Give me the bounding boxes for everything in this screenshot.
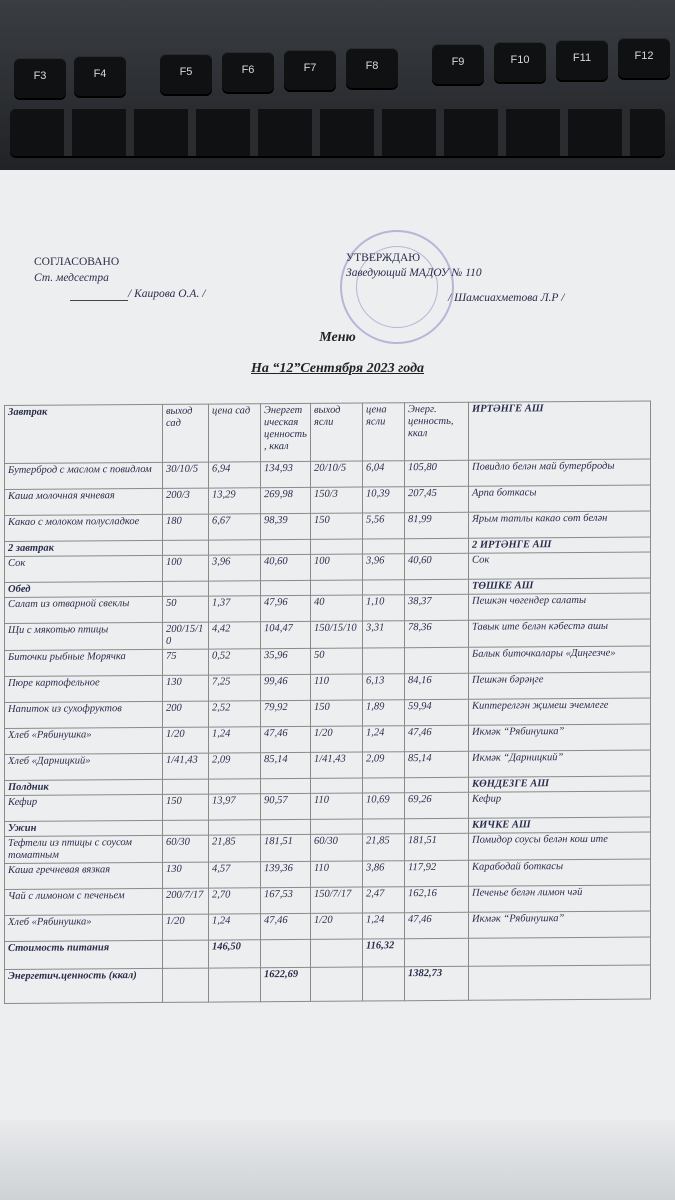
value-cell: 59,94 [405,699,469,725]
empty-cell [363,819,405,834]
section-name-tatar: КӨНДЕЗГЕ АШ [469,776,651,792]
approved-role: Заведующий МАДОУ № 110 [346,267,482,279]
energy-row [5,965,651,1004]
dish-name: Хлеб «Дарницкий» [5,753,163,780]
value-cell: 1/41,43 [163,753,209,779]
value-cell: 1,37 [209,596,261,622]
column-header: ИРТӘНГЕ АШ [469,401,651,460]
value-cell: 105,80 [405,460,469,486]
dish-name-tatar: Икмәк “Дарницкий” [469,750,651,777]
value-cell: 69,26 [405,792,469,818]
value-cell: 2,52 [209,701,261,727]
key-f11: F11 [556,40,608,80]
value-cell: 1/20 [163,914,209,940]
value-cell: 150/7/17 [311,887,363,913]
energy-yasli: 1382,73 [405,966,469,1000]
empty-cell [261,939,311,967]
value-cell: 134,93 [261,461,311,487]
section-name: Ужин [5,820,163,836]
value-cell: 1,24 [209,914,261,940]
value-cell: 269,98 [261,487,311,513]
dish-name-tatar: Сок [469,552,651,579]
column-header: выход сад [163,404,209,462]
section-name-tatar: 2 ИРТӘНГЕ АШ [469,537,651,553]
empty-cell [363,580,405,595]
value-cell: 117,92 [405,860,469,886]
value-cell [405,647,469,673]
value-cell: 162,16 [405,886,469,912]
column-header: цена сад [209,404,261,462]
value-cell: 13,97 [209,794,261,820]
value-cell: 81,99 [405,512,469,538]
empty-cell [469,937,651,966]
approved-label: УТВЕРЖДАЮ [346,252,421,264]
value-cell: 6,67 [209,514,261,540]
dish-name: Щи с мякотью птицы [5,622,163,650]
key-f12: F12 [618,38,670,78]
column-header: Энергетическая ценность, ккал [261,403,311,461]
value-cell: 85,14 [261,752,311,778]
page-title: Меню [319,330,356,345]
dish-name-tatar: Тавык ите белән кәбестә ашы [469,619,651,647]
column-header: Энерг. ценность, ккал [405,402,469,460]
dish-name-tatar: Пешкән чөгендер салаты [469,593,651,620]
value-cell: 139,36 [261,861,311,887]
dish-name: Напиток из сухофруктов [5,701,163,728]
value-cell: 200 [163,701,209,727]
empty-cell [261,778,311,793]
dish-name-tatar: Повидло белән май бутерброды [469,459,651,486]
value-cell: 150 [311,700,363,726]
empty-cell [405,579,469,594]
round-stamp [340,230,454,344]
value-cell: 110 [311,793,363,819]
key-f8: F8 [346,48,398,88]
value-cell: 2,09 [209,753,261,779]
dish-name-tatar: Киптерелгән җимеш эчемлеге [469,698,651,725]
key-f4: F4 [74,56,126,96]
value-cell: 3,86 [363,861,405,887]
empty-cell [209,968,261,1002]
value-cell: 100 [311,554,363,580]
value-cell: 2,47 [363,887,405,913]
cost-label: Стоимость питания [5,940,163,969]
value-cell: 200/7/17 [163,888,209,914]
value-cell: 47,46 [261,913,311,939]
empty-cell [311,539,363,554]
value-cell: 6,94 [209,462,261,488]
value-cell: 84,16 [405,673,469,699]
value-cell: 50 [163,596,209,622]
value-cell: 110 [311,861,363,887]
empty-cell [261,819,311,834]
dish-name-tatar: Кефир [469,791,651,818]
value-cell: 38,37 [405,594,469,620]
energy-sad: 1622,69 [261,967,311,1001]
agreed-name: / Каирова О.А. / [128,288,206,300]
value-cell: 100 [163,555,209,581]
dish-name: Каша молочная ячневая [5,488,163,515]
value-cell: 3,96 [363,554,405,580]
key-row [10,108,665,156]
value-cell: 99,46 [261,674,311,700]
value-cell: 130 [163,862,209,888]
value-cell: 1,24 [363,726,405,752]
value-cell: 35,96 [261,648,311,674]
value-cell: 4,42 [209,622,261,649]
value-cell: 2,09 [363,752,405,778]
empty-cell [363,778,405,793]
signature-line [70,300,128,301]
value-cell: 1/20 [311,726,363,752]
key-f6: F6 [222,52,274,92]
value-cell: 85,14 [405,751,469,777]
value-cell: 20/10/5 [311,461,363,487]
value-cell: 60/30 [311,834,363,861]
agreed-role: Ст. медсестра [34,272,109,284]
value-cell: 79,92 [261,700,311,726]
value-cell: 5,56 [363,513,405,539]
value-cell: 167,53 [261,887,311,913]
value-cell: 40,60 [261,554,311,580]
value-cell: 50 [311,648,363,674]
approved-name: / Шамсиахметова Л.Р / [448,292,565,304]
value-cell: 6,04 [363,461,405,487]
dish-name: Биточки рыбные Морячка [5,649,163,676]
column-header: выход ясли [311,403,363,461]
empty-cell [405,818,469,833]
dish-name-tatar: Балык биточкалары «Диңгезче» [469,646,651,673]
section-name-tatar: КИЧКЕ АШ [469,817,651,833]
value-cell: 180 [163,514,209,540]
dish-name-tatar: Печенье белән лимон чәй [469,885,651,912]
key-f7: F7 [284,50,336,90]
column-header: цена ясли [363,403,405,461]
empty-cell [311,778,363,793]
section-name: Полдник [5,779,163,795]
energy-label: Энергетич.ценность (ккал) [5,968,163,1003]
empty-cell [311,580,363,595]
value-cell: 4,57 [209,862,261,888]
value-cell: 10,39 [363,487,405,513]
key-f3: F3 [14,58,66,98]
value-cell: 13,29 [209,488,261,514]
value-cell: 150 [311,513,363,539]
empty-cell [209,540,261,555]
value-cell: 21,85 [209,835,261,862]
key-f9: F9 [432,44,484,84]
dish-name: Каша гречневая вязкая [5,862,163,889]
empty-cell [163,940,209,968]
key-f5: F5 [160,54,212,94]
cost-row [5,937,651,970]
value-cell: 3,31 [363,621,405,648]
dish-name: Сок [5,555,163,582]
empty-cell [311,819,363,834]
value-cell: 47,46 [405,725,469,751]
empty-cell [469,965,651,1000]
empty-cell [363,967,405,1001]
value-cell: 98,39 [261,513,311,539]
value-cell: 75 [163,649,209,675]
value-cell: 78,36 [405,620,469,647]
value-cell: 10,69 [363,793,405,819]
column-header: Завтрак [5,404,163,463]
empty-cell [405,538,469,553]
value-cell: 90,57 [261,793,311,819]
value-cell: 30/10/5 [163,462,209,488]
value-cell: 0,52 [209,649,261,675]
value-cell: 7,25 [209,675,261,701]
value-cell: 207,45 [405,486,469,512]
value-cell: 1/20 [311,913,363,939]
value-cell: 181,51 [261,834,311,861]
dish-name-tatar: Пешкән бәрәңге [469,672,651,699]
dish-name-tatar: Икмәк “Рябинушка” [469,911,651,938]
empty-cell [363,539,405,554]
cost-yasli: 116,32 [363,939,405,967]
value-cell: 200/15/10 [163,622,209,649]
empty-cell [163,968,209,1002]
empty-cell [311,967,363,1001]
empty-cell [163,581,209,596]
dish-name: Пюре картофельное [5,675,163,702]
value-cell: 47,96 [261,595,311,621]
dish-name: Хлеб «Рябинушка» [5,914,163,941]
desk-shadow [0,1120,675,1200]
value-cell: 150/15/10 [311,621,363,648]
empty-cell [209,581,261,596]
value-cell: 6,13 [363,674,405,700]
empty-cell [405,777,469,792]
value-cell: 40,60 [405,553,469,579]
dish-name: Салат из отварной свеклы [5,596,163,623]
value-cell: 150/3 [311,487,363,513]
value-cell: 1/20 [163,727,209,753]
empty-cell [261,539,311,554]
empty-cell [163,779,209,794]
section-name: Обед [5,581,163,597]
value-cell: 110 [311,674,363,700]
value-cell: 21,85 [363,834,405,861]
empty-cell [163,820,209,835]
value-cell: 1,10 [363,595,405,621]
dish-name: Тефтели из птицы с соусом томатным [5,835,163,863]
empty-cell [209,820,261,835]
value-cell: 130 [163,675,209,701]
section-name: 2 завтрак [5,540,163,556]
dish-name-tatar: Помидор соусы белән кош ите [469,832,651,860]
dish-name-tatar: Икмәк “Рябинушка” [469,724,651,751]
dish-name-tatar: Ярым татлы какао сөт белән [469,511,651,538]
value-cell: 3,96 [209,555,261,581]
value-cell: 60/30 [163,835,209,862]
value-cell: 47,46 [405,912,469,938]
cost-sad: 146,50 [209,940,261,968]
dish-name-tatar: Арпа боткасы [469,485,651,512]
empty-cell [405,938,469,966]
value-cell: 1,24 [209,727,261,753]
section-name-tatar: ТӨШКЕ АШ [469,578,651,594]
dish-name-tatar: Карабодай боткасы [469,859,651,886]
dish-name: Хлеб «Рябинушка» [5,727,163,754]
value-cell [363,648,405,674]
empty-cell [311,939,363,967]
empty-cell [209,779,261,794]
value-cell: 2,70 [209,888,261,914]
empty-cell [261,580,311,595]
value-cell: 1,89 [363,700,405,726]
menu-table [4,400,651,1004]
value-cell: 181,51 [405,833,469,860]
value-cell: 104,47 [261,621,311,648]
page-subtitle: На “12”Сентября 2023 года [250,361,425,376]
value-cell: 1,24 [363,913,405,939]
table-header-row [5,401,651,464]
agreed-label: СОГЛАСОВАНО [34,256,120,268]
value-cell: 1/41,43 [311,752,363,778]
value-cell: 40 [311,595,363,621]
value-cell: 150 [163,794,209,820]
empty-cell [163,540,209,555]
value-cell: 200/3 [163,488,209,514]
dish-name: Чай с лимоном с печеньем [5,888,163,915]
value-cell: 47,46 [261,726,311,752]
dish-name: Бутерброд с маслом с повидлом [5,462,163,489]
dish-name: Какао с молоком полусладкое [5,514,163,541]
dish-name: Кефир [5,794,163,821]
key-f10: F10 [494,42,546,82]
